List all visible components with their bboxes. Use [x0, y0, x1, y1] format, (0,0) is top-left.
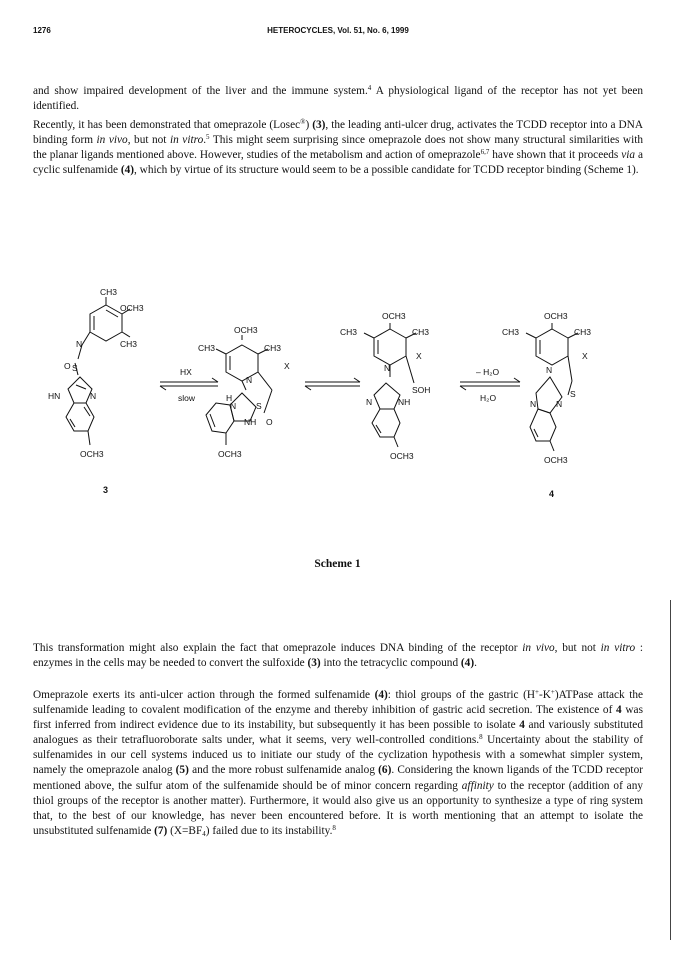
- text-run: 8: [332, 823, 336, 832]
- text-run: ): [305, 119, 313, 131]
- atom-label: O: [64, 361, 71, 371]
- reagent-hx: HX: [180, 367, 192, 377]
- reagent-minus-water: – H₂O: [476, 367, 500, 377]
- scheme-1-figure: [20, 285, 640, 515]
- compound-4-label: 4: [549, 489, 555, 499]
- atom-label: N: [556, 399, 563, 409]
- text-run: into the tetracyclic compound: [320, 657, 461, 670]
- text-run: : thiol groups of the gastric (H: [387, 689, 535, 701]
- compound-3-label: 3: [103, 485, 109, 495]
- text-run: in vitro: [600, 642, 636, 654]
- atom-label: OCH3: [234, 325, 258, 335]
- pyridinium-ring-a: [226, 345, 258, 381]
- text-run: in vivo: [96, 134, 128, 147]
- scheme-caption: Scheme 1: [314, 558, 361, 570]
- atom-label: CH3: [574, 327, 592, 337]
- text-run: affinity: [461, 779, 494, 792]
- text-run: This transformation might also explain the fact that omeprazole induces DNA binding of the receptor: [33, 642, 523, 654]
- paragraph-1: [33, 84, 643, 114]
- page-number: 1276: [33, 26, 51, 35]
- text-run: , but not: [127, 134, 170, 147]
- text-run: . Considering the known ligands of the TCDD receptor mentioned above, the sulfur atom of the sulfenamide should be of minor concern regarding: [33, 764, 643, 792]
- text-run: .: [474, 657, 477, 670]
- atom-label: OCH3: [218, 449, 242, 459]
- atom-label: N: [384, 363, 391, 373]
- text-run: 5: [206, 133, 210, 142]
- atom-label: N: [246, 375, 253, 385]
- condition-slow: slow: [178, 393, 196, 403]
- benzene-ring-b: [372, 409, 400, 437]
- atom-label: OCH3: [80, 449, 104, 459]
- text-run: Recently, it has been demonstrated that omeprazole (Losec: [33, 119, 301, 131]
- atom-label: OCH3: [544, 455, 568, 465]
- pyridinium-ring-b: [374, 329, 406, 365]
- paragraph-3: [33, 641, 643, 671]
- atom-label: CH3: [412, 327, 430, 337]
- text-run: This might seem surprising since omeprazole does not show many structural similarities with the planar ligands mentioned above. However, studies of the metabolism and action of omeprazole: [33, 134, 644, 162]
- text-run: (X=BF: [167, 824, 203, 837]
- text-run: (4): [460, 657, 475, 670]
- atom-label: CH3: [264, 343, 282, 353]
- atom-label: N: [76, 339, 83, 349]
- text-run: 4: [367, 84, 372, 92]
- text-run: , which by virtue of its structure would seem to be a possible candidate for TCDD receptor binding (Scheme 1).: [134, 164, 639, 177]
- benzene-ring-4: [530, 409, 556, 441]
- atom-label: CH3: [100, 287, 118, 297]
- text-run: , the leading anti-ulcer drug, activates the TCDD receptor into a DNA binding form: [33, 119, 643, 147]
- text-run: 4: [519, 719, 525, 732]
- text-run: -K: [538, 689, 551, 701]
- paragraph-4: [33, 688, 643, 839]
- text-run: (3): [307, 657, 321, 670]
- atom-label: O: [266, 417, 273, 427]
- atom-label: N: [530, 399, 537, 409]
- atom-label: S: [72, 363, 78, 373]
- atom-label: CH3: [340, 327, 358, 337]
- atom-label: CH3: [120, 339, 138, 349]
- text-run: (4): [374, 689, 388, 701]
- text-run: .: [203, 134, 207, 147]
- atom-label: N: [90, 391, 97, 401]
- text-run: and variously substituted analogues as their tetrafluoroborate salts under, what it seems, very well-controlled conditions.: [33, 719, 643, 747]
- text-run: ®: [300, 118, 306, 126]
- margin-rule: [670, 600, 671, 940]
- atom-label: OCH3: [544, 311, 568, 321]
- atom-label: S: [256, 401, 262, 411]
- text-run: to the receptor (addition of any thiol groups of the receptor is another matter). Furthermore, it would also give us an opportunity to synthesize a type of ring system that, to the best of our knowledge, has never been encountered before. It is worth mentioning that an attempt to isolate the unsubstituted sulfenamide: [33, 779, 643, 837]
- text-run: in vitro: [169, 134, 204, 147]
- text-run: (5): [175, 764, 189, 777]
- text-run: )ATPase attack the sulfenamide leading to covalent modification of the enzyme and thereby inhibition of gastric acid secretion. The existence of: [33, 689, 643, 717]
- text-run: A physiological ligand of the receptor has not yet been identified.: [33, 85, 643, 113]
- text-run: ) failed due to its instability.: [205, 824, 333, 837]
- text-run: a cyclic sulfenamide: [33, 149, 643, 177]
- running-header: [33, 26, 643, 40]
- atom-label: OCH3: [120, 303, 144, 313]
- text-run: (4): [120, 164, 135, 177]
- reaction-scheme: [20, 285, 640, 515]
- text-run: (7): [154, 824, 168, 837]
- paragraph-2: [33, 118, 643, 178]
- imidazole-ring-b: [374, 383, 400, 409]
- text-run: and show impaired development of the liver and the immune system.: [33, 85, 368, 97]
- reagent-water: H₂O: [480, 393, 497, 403]
- text-run: Omeprazole exerts its anti-ulcer action through the formed sulfenamide: [33, 689, 375, 701]
- atom-label: N: [366, 397, 373, 407]
- text-run: via: [621, 149, 636, 162]
- text-run: 8: [479, 733, 483, 742]
- atom-label: HN: [48, 391, 61, 401]
- journal-citation: HETEROCYCLES, Vol. 51, No. 6, 1999: [267, 26, 409, 35]
- atom-label: OCH3: [382, 311, 406, 321]
- text-run: and the more robust sulfenamide analog: [188, 764, 379, 777]
- pyridinium-ring-4: [536, 329, 568, 365]
- imidazole-ring-3: [68, 377, 92, 403]
- text-run: (6): [378, 764, 392, 777]
- text-run: 4: [616, 704, 622, 717]
- text-run: , but not: [554, 642, 601, 654]
- text-run: 4: [202, 829, 206, 838]
- text-run: have shown that it proceeds: [489, 149, 622, 162]
- text-run: 6,7: [480, 148, 490, 157]
- counterion-label: X: [582, 351, 588, 361]
- counterion-label: X: [416, 351, 422, 361]
- atom-label: CH3: [198, 343, 216, 353]
- atom-label: N: [546, 365, 553, 375]
- text-run: +: [550, 688, 555, 696]
- text-run: (3): [312, 119, 326, 131]
- text-run: +: [535, 688, 539, 696]
- atom-label: SOH: [412, 385, 431, 395]
- text-run: : enzymes in the cells may be needed to convert the sulfoxide: [33, 642, 644, 670]
- atom-label: CH3: [502, 327, 520, 337]
- text-run: in vivo: [522, 642, 555, 654]
- atom-label: N: [230, 401, 237, 411]
- benzene-ring-3: [66, 403, 94, 431]
- atom-label: S: [570, 389, 576, 399]
- text-run: Uncertainty about the stability of sulfenamides in our cell systems induced us to initiate our study of the cyclization hypothesis with a somewhat simpler system, namely the omeprazole analog: [33, 734, 644, 777]
- atom-label: OCH3: [390, 451, 414, 461]
- text-run: was first inferred from indirect evidence due to its instability, but subsequently it has been possible to isolate: [33, 704, 643, 732]
- counterion-label: X: [284, 361, 290, 371]
- atom-label: NH: [244, 417, 257, 427]
- atom-label: NH: [398, 397, 411, 407]
- atom-label: H: [226, 393, 233, 403]
